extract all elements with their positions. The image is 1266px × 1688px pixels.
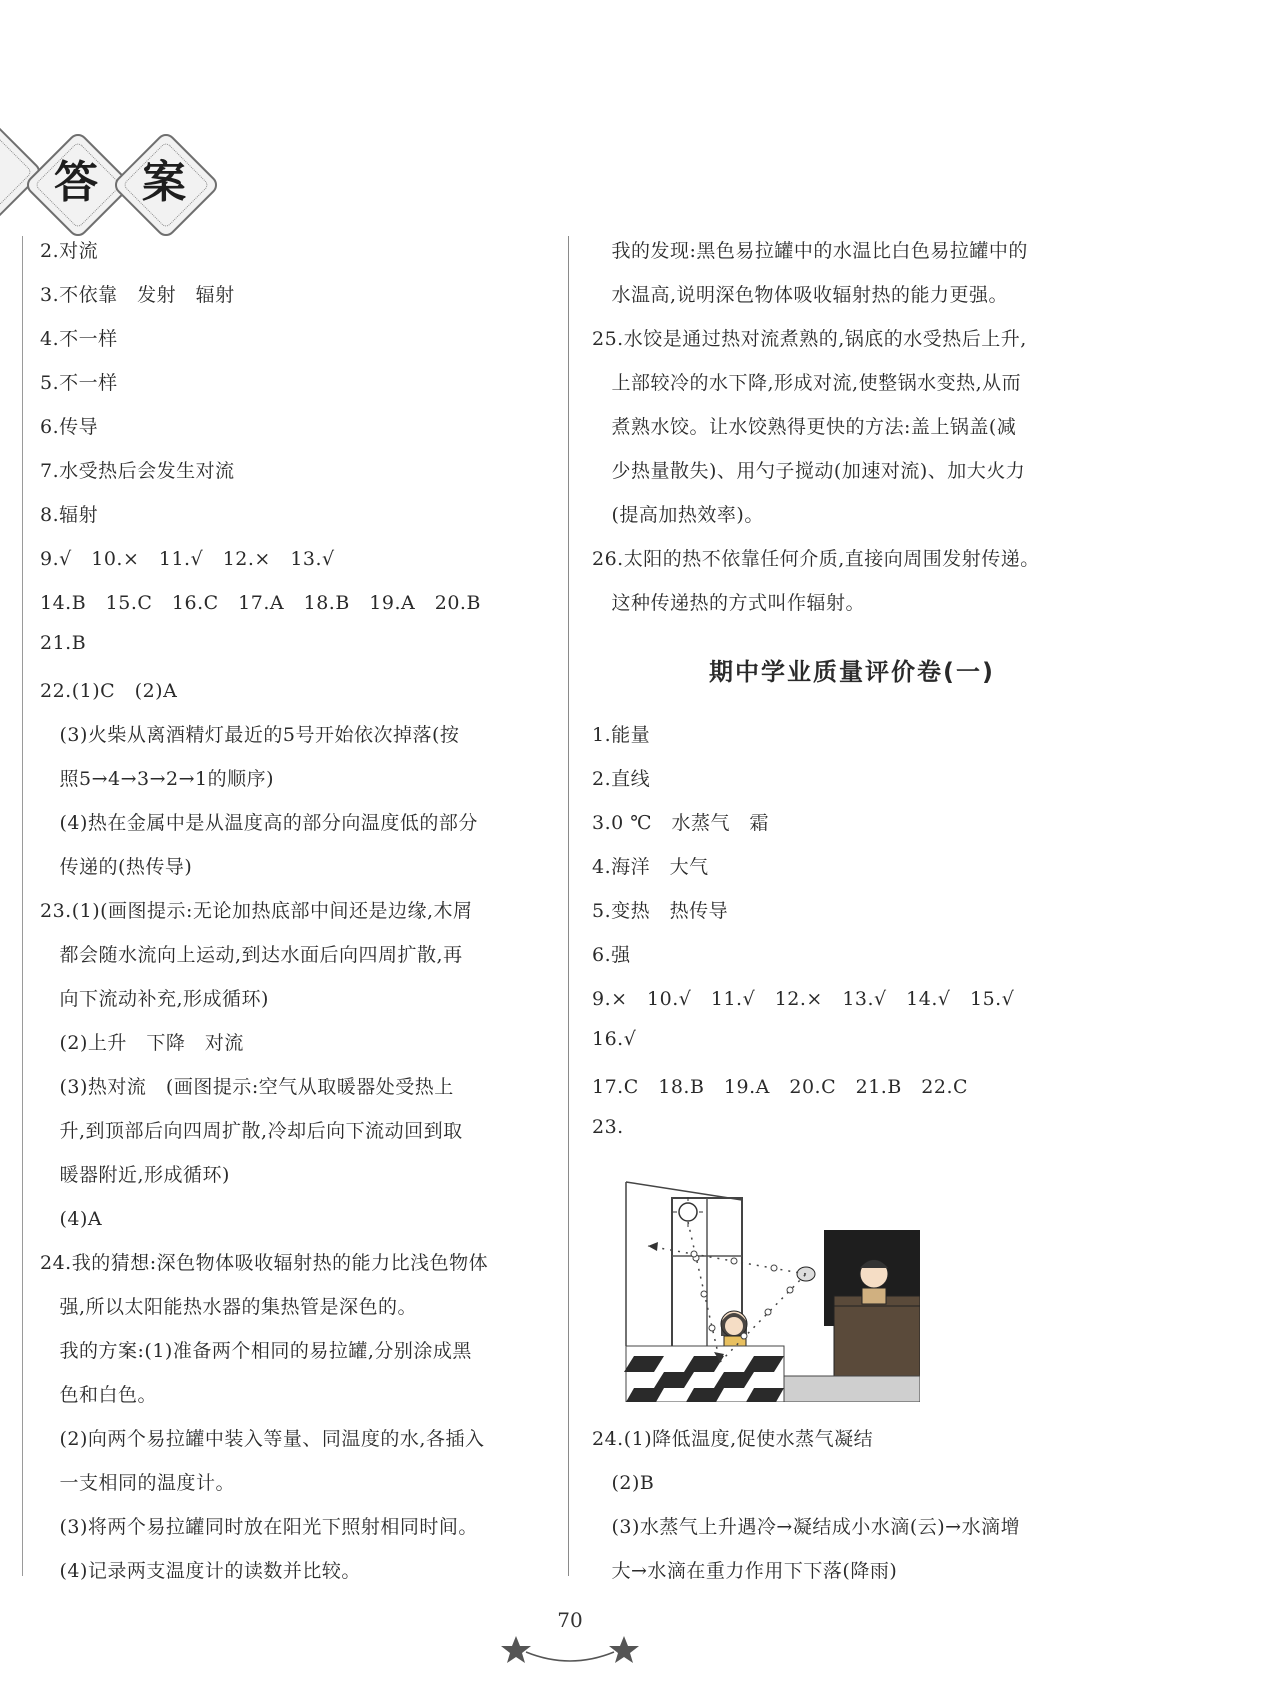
answer-line: 9.√ 10.× 11.√ 12.× 13.√	[40, 548, 335, 570]
answer-line: (4)记录两支温度计的读数并比较。	[40, 1560, 361, 1582]
page-footer	[490, 1608, 650, 1668]
answer-line: 1.能量	[592, 724, 651, 746]
answer-line: 23.(1)(画图提示:无论加热底部中间还是边缘,木屑	[40, 900, 473, 922]
header-diamond-1	[26, 133, 126, 233]
answer-line: (提高加热效率)。	[592, 504, 764, 526]
section-title: 期中学业质量评价卷(一)	[709, 658, 995, 686]
answer-line: 传递的(热传导)	[40, 856, 193, 878]
answer-line: 2.直线	[592, 768, 651, 790]
answer-line: 24.(1)降低温度,促使水蒸气凝结	[592, 1428, 874, 1450]
star-icon	[501, 1636, 531, 1663]
answer-line: 少热量散失)、用勺子搅动(加速对流)、加大火力	[592, 460, 1026, 482]
answer-line: 大→水滴在重力作用下下落(降雨)	[592, 1560, 898, 1582]
answer-line: 7.水受热后会发生对流	[40, 460, 235, 482]
answer-line: 25.水饺是通过热对流煮熟的,锅底的水受热后上升,	[592, 328, 1027, 350]
answer-line: 14.B 15.C 16.C 17.A 18.B 19.A 20.B	[40, 592, 481, 614]
answer-line: 煮熟水饺。让水饺熟得更快的方法:盖上锅盖(减	[592, 416, 1017, 438]
answer-line: 6.传导	[40, 416, 99, 438]
answer-line: 17.C 18.B 19.A 20.C 21.B 22.C	[592, 1076, 969, 1098]
answer-header	[0, 120, 240, 220]
answer-line: 这种传递热的方式叫作辐射。	[592, 592, 866, 614]
answer-line: (3)火柴从离酒精灯最近的5号开始依次掉落(按	[40, 724, 460, 746]
answer-line: 8.辐射	[40, 504, 99, 526]
answer-line: (4)热在金属中是从温度高的部分向温度低的部分	[40, 812, 478, 834]
answer-line: 我的方案:(1)准备两个相同的易拉罐,分别涂成黑	[40, 1340, 472, 1362]
answer-line: 向下流动补充,形成循环)	[40, 988, 269, 1010]
answer-line: 色和白色。	[40, 1384, 158, 1406]
answer-line: (4)A	[40, 1208, 103, 1230]
answer-line: 6.强	[592, 944, 631, 966]
page-number: 70	[557, 1608, 583, 1632]
answer-line: 水温高,说明深色物体吸收辐射热的能力更强。	[592, 284, 1009, 306]
answer-line: 4.不一样	[40, 328, 118, 350]
answer-line: 一支相同的温度计。	[40, 1472, 236, 1494]
column-divider	[568, 236, 569, 1576]
answer-line: 5.变热 热传导	[592, 900, 729, 922]
sun-icon	[679, 1203, 697, 1221]
answer-line: 3.不依靠 发射 辐射	[40, 284, 235, 306]
answer-line: 23.	[592, 1116, 624, 1138]
answer-line: 4.海洋 大气	[592, 856, 709, 878]
answer-line: 21.B	[40, 632, 87, 654]
answer-line: 都会随水流向上运动,到达水面后向四周扩散,再	[40, 944, 463, 966]
star-icon	[609, 1636, 639, 1663]
header-char-da: 答	[54, 157, 98, 208]
light-reflection-illustration	[624, 1176, 920, 1402]
header-char-an: 案	[142, 157, 186, 208]
header-diamond-2	[114, 133, 214, 233]
answer-line: 暖器附近,形成循环)	[40, 1164, 230, 1186]
answer-line: 22.(1)C (2)A	[40, 680, 178, 702]
answer-line: 5.不一样	[40, 372, 118, 394]
answer-line: (2)B	[592, 1472, 655, 1494]
answer-line: (3)热对流 (画图提示:空气从取暖器处受热上	[40, 1076, 454, 1098]
footer-decoration	[490, 1608, 650, 1668]
answer-line: 16.√	[592, 1028, 637, 1050]
answer-line: (2)向两个易拉罐中装入等量、同温度的水,各插入	[40, 1428, 485, 1450]
answer-line: (2)上升 下降 对流	[40, 1032, 244, 1054]
answer-line: (3)水蒸气上升遇冷→凝结成小水滴(云)→水滴增	[592, 1516, 1021, 1538]
answer-line: 升,到顶部后向四周扩散,冷却后向下流动回到取	[40, 1120, 463, 1142]
answer-line: 照5→4→3→2→1的顺序)	[40, 768, 275, 790]
left-margin-rule	[22, 236, 23, 1576]
answer-line: (3)将两个易拉罐同时放在阳光下照射相同时间。	[40, 1516, 478, 1538]
answer-line: 2.对流	[40, 240, 99, 262]
answer-line: 3.0 ℃ 水蒸气 霜	[592, 812, 770, 834]
answer-line: 我的发现:黑色易拉罐中的水温比白色易拉罐中的	[592, 240, 1028, 262]
answer-line: 强,所以太阳能热水器的集热管是深色的。	[40, 1296, 418, 1318]
answer-line: 26.太阳的热不依靠任何介质,直接向周围发射传递。	[592, 548, 1040, 570]
answer-line: 上部较冷的水下降,形成对流,使整锅水变热,从而	[592, 372, 1022, 394]
answer-line: 9.× 10.√ 11.√ 12.× 13.√ 14.√ 15.√	[592, 988, 1015, 1010]
answer-line: 24.我的猜想:深色物体吸收辐射热的能力比浅色物体	[40, 1252, 489, 1274]
